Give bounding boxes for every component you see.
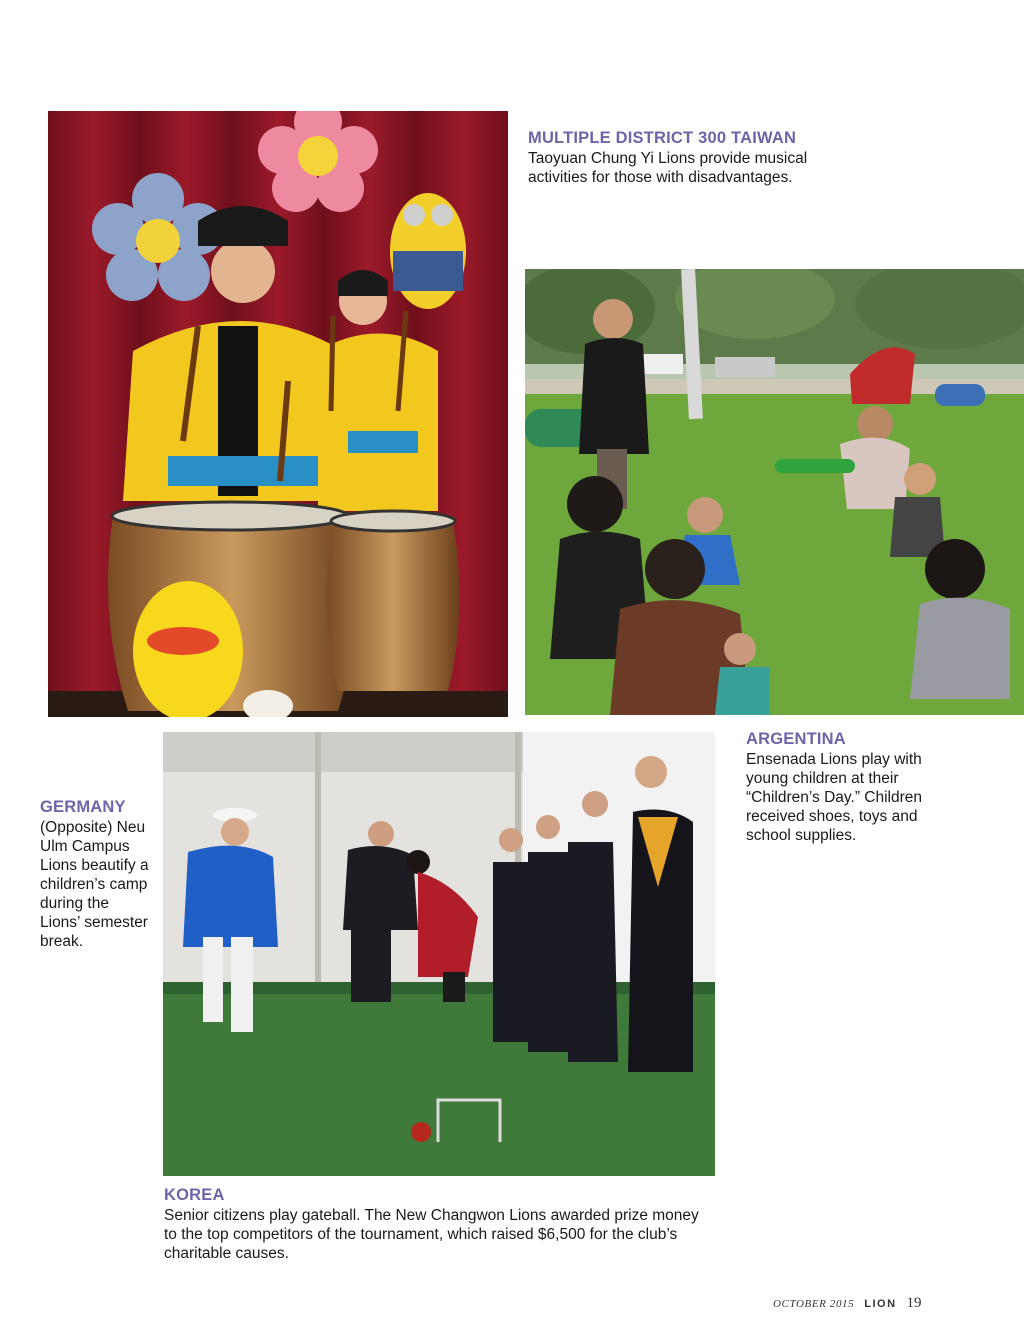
- caption-germany: [40, 798, 152, 951]
- caption-text-korea: Senior citizens play gateball. The New Changwon Lions awarded prize money to the top competitors of the tournament, which raised $6,500 for the club’s charitable causes.: [164, 1207, 699, 1262]
- caption-heading-argentina: ARGENTINA: [746, 730, 846, 748]
- footer-magazine-name: LION: [864, 1298, 897, 1310]
- footer-issue-date: OCTOBER 2015: [773, 1298, 855, 1310]
- page-footer: [773, 1294, 922, 1312]
- caption-text-argentina: Ensenada Lions play with young children at their “Children’s Day.” Children received shoes, toys and school supplies.: [746, 751, 923, 844]
- photo-korea-gateball: [163, 732, 715, 1176]
- photo-argentina-park: [525, 269, 1024, 715]
- caption-heading-taiwan: MULTIPLE DISTRICT 300 TAIWAN: [528, 129, 797, 147]
- caption-argentina: [746, 730, 956, 845]
- caption-korea: [164, 1186, 704, 1263]
- photo-taiwan-drummers: [48, 111, 508, 717]
- footer-page-number: 19: [906, 1295, 922, 1311]
- caption-heading-korea: KOREA: [164, 1186, 225, 1204]
- caption-text-taiwan: Taoyuan Chung Yi Lions provide musical activities for those with disadvantages.: [528, 150, 808, 186]
- caption-text-germany: (Opposite) Neu Ulm Campus Lions beautify a children’s camp during the Lions’ semester break.: [40, 819, 149, 950]
- caption-heading-germany: GERMANY: [40, 798, 126, 816]
- caption-taiwan: [528, 129, 848, 187]
